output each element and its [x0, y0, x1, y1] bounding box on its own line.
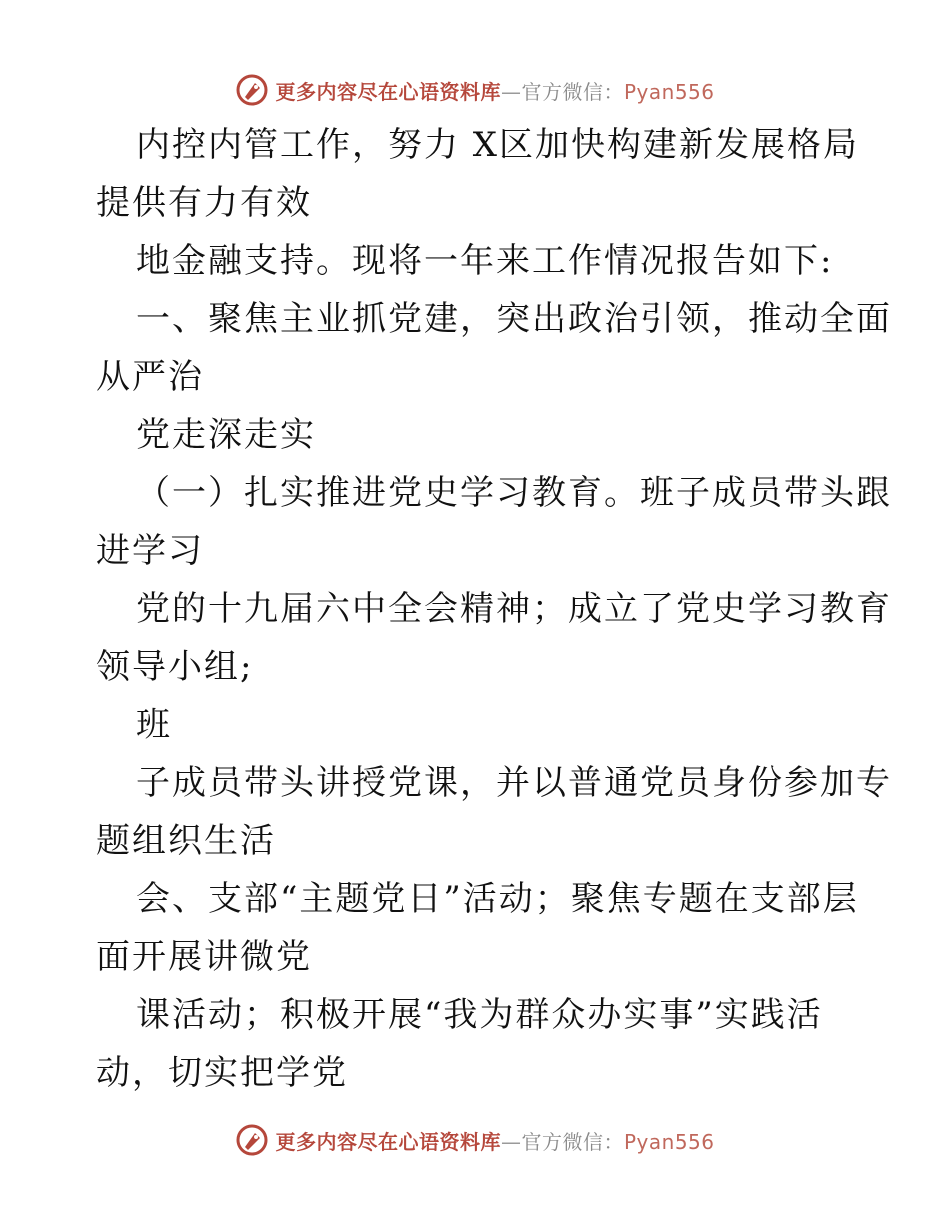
watermark-text [275, 1126, 714, 1155]
watermark-separator: — [500, 79, 522, 104]
text-line: 从严治 [96, 357, 204, 397]
text-line: 领导小组; [96, 647, 254, 687]
watermark-wechat-label: 官方微信： [521, 1129, 624, 1154]
text-line: 进学习 [96, 531, 204, 571]
header-watermark [0, 70, 950, 110]
text-line: 一、聚焦主业抓党建，突出政治引领，推动全面 [136, 299, 892, 339]
watermark-separator: — [500, 1129, 522, 1154]
text-line: 党走深走实 [136, 415, 316, 455]
text-line: 题组织生活 [96, 821, 276, 861]
text-line: 课活动；积极开展“我为群众办实事”实践活 [136, 995, 823, 1035]
text-line: 会、支部“主题党日”活动；聚焦专题在支部层 [136, 879, 859, 919]
text-line: （一）扎实推进党史学习教育。班子成员带头跟 [136, 473, 892, 513]
text-line: 提供有力有效 [96, 183, 312, 223]
watermark-wechat-label: 官方微信： [521, 79, 624, 104]
watermark-wechat-id: Pyan556 [623, 79, 715, 104]
text-line: 面开展讲微党 [96, 937, 312, 977]
watermark-text [275, 76, 714, 105]
watermark-site-text: 更多内容尽在心语资料库 [275, 1129, 501, 1154]
text-line: 党的十九届六中全会精神；成立了党史学习教育 [136, 589, 892, 629]
text-line: 动，切实把学党 [96, 1053, 348, 1093]
watermark-site-text: 更多内容尽在心语资料库 [275, 79, 501, 104]
watermark-wechat-id: Pyan556 [623, 1129, 715, 1154]
text-line: 班 [136, 705, 172, 745]
pen-nib-logo-icon [235, 1123, 269, 1157]
footer-watermark [0, 1120, 950, 1160]
pen-nib-logo-icon [235, 73, 269, 107]
text-line: 地金融支持。现将一年来工作情况报告如下: [136, 241, 834, 281]
text-line: 内控内管工作，努力 X区加快构建新发展格局 [136, 125, 860, 165]
text-line: 子成员带头讲授党课，并以普通党员身份参加专 [136, 763, 892, 803]
